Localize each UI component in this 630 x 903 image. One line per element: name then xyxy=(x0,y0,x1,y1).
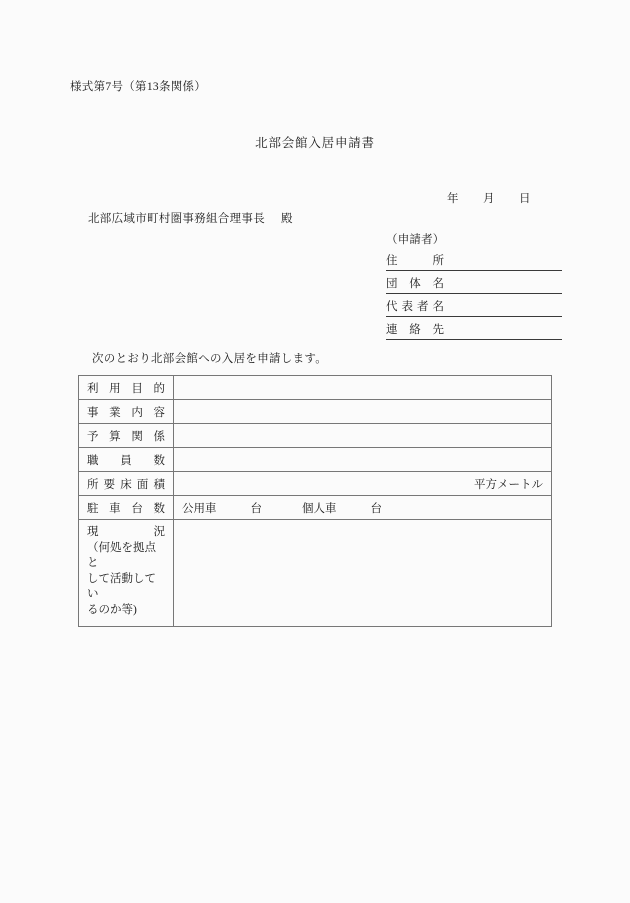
row-label-floor-area: 所 要 床 面 積 xyxy=(79,472,174,496)
parking-private-label: 個人車 xyxy=(302,502,337,515)
floor-area-unit: 平方メートル xyxy=(474,478,543,491)
row-value-floor-area[interactable] xyxy=(174,472,552,496)
date-day-label: 日 xyxy=(519,193,531,205)
table-row-budget xyxy=(79,424,552,448)
applicant-heading: （申請者） xyxy=(386,234,445,246)
table-row-business xyxy=(79,400,552,424)
applicant-contact-label: 連 絡 先 xyxy=(386,324,444,336)
table-row-staff-count xyxy=(79,448,552,472)
row-value-business[interactable] xyxy=(174,400,552,424)
applicant-field-representative[interactable] xyxy=(386,298,562,317)
addressee-name: 北部広域市町村圏事務組合理事長 xyxy=(88,213,265,225)
status-note-line-2: して活動してい xyxy=(87,572,156,600)
row-value-status[interactable] xyxy=(174,520,552,627)
applicant-field-contact[interactable] xyxy=(386,321,562,340)
date-month-label: 月 xyxy=(483,193,495,205)
applicant-address-label: 住 所 xyxy=(386,255,444,267)
parking-official-unit: 台 xyxy=(250,502,262,515)
row-value-staff-count[interactable] xyxy=(174,448,552,472)
row-label-purpose: 利 用 目 的 xyxy=(79,376,174,400)
date-line xyxy=(447,190,531,206)
applicant-field-address[interactable] xyxy=(386,252,562,271)
row-value-parking[interactable] xyxy=(174,496,552,520)
table-row-floor-area xyxy=(79,472,552,496)
parking-private-unit: 台 xyxy=(370,502,382,515)
applicant-organization-label: 団 体 名 xyxy=(386,278,444,290)
application-table xyxy=(78,375,552,627)
parking-official-label: 公用車 xyxy=(182,502,217,515)
applicant-block xyxy=(386,231,562,344)
status-main-label: 現 況 xyxy=(87,526,165,538)
addressee-line xyxy=(88,210,293,226)
status-note-line-3: るのか等) xyxy=(87,603,137,616)
row-label-parking: 駐 車 台 数 xyxy=(79,496,174,520)
page-title: 北部会館入居申請書 xyxy=(255,136,375,150)
addressee-honorific: 殿 xyxy=(281,213,293,225)
table-row-purpose xyxy=(79,376,552,400)
date-year-label: 年 xyxy=(447,193,459,205)
form-number: 様式第7号（第13条関係） xyxy=(70,81,207,93)
applicant-field-organization[interactable] xyxy=(386,275,562,294)
intro-sentence: 次のとおり北部会館への入居を申請します。 xyxy=(92,353,328,365)
table-row-status xyxy=(79,520,552,627)
row-value-budget[interactable] xyxy=(174,424,552,448)
row-label-budget: 予 算 関 係 xyxy=(79,424,174,448)
row-label-business: 事 業 内 容 xyxy=(79,400,174,424)
row-value-purpose[interactable] xyxy=(174,376,552,400)
applicant-representative-label: 代表者名 xyxy=(386,301,444,313)
row-label-staff-count: 職 員 数 xyxy=(79,448,174,472)
table-row-parking xyxy=(79,496,552,520)
row-label-status xyxy=(79,520,174,627)
status-note-line-1: （何処を拠点と xyxy=(87,541,156,569)
